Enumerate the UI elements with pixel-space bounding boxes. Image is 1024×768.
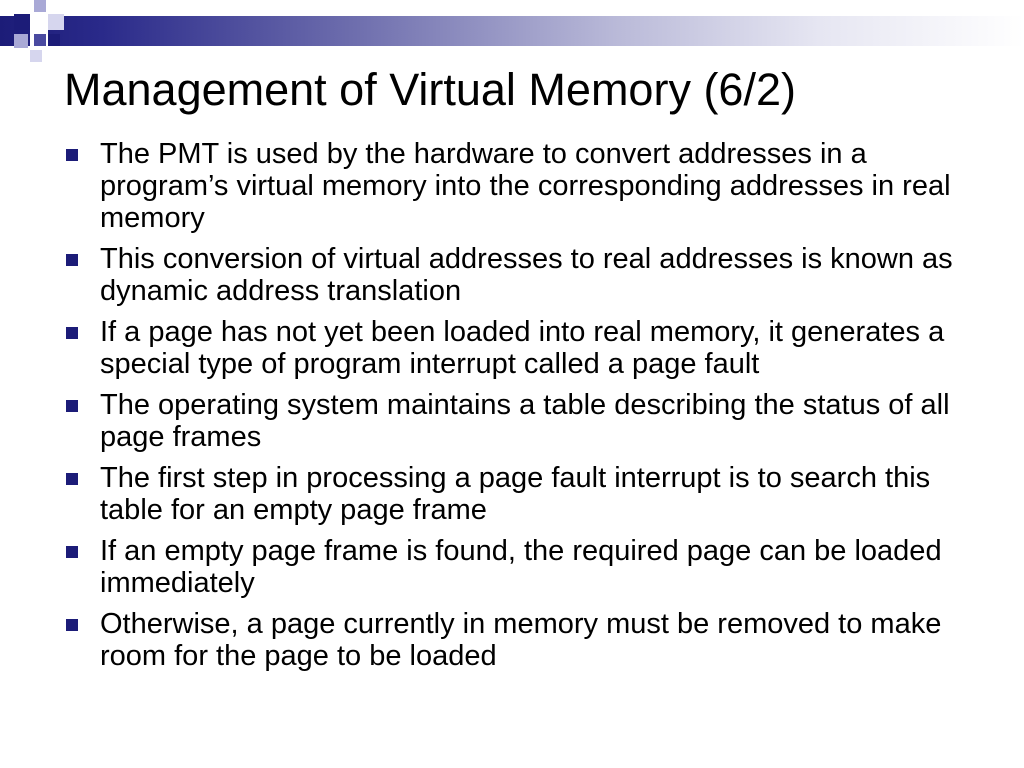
square-bullet-icon [66,327,78,339]
list-item [64,535,984,599]
slide-title: Management of Virtual Memory (6/2) [64,64,796,115]
decor-square-icon [34,0,46,12]
bullet-text: Otherwise, a page currently in memory must be removed to make room for the page to be loaded [100,608,942,672]
square-bullet-icon [66,546,78,558]
square-bullet-icon [66,400,78,412]
list-item [64,316,984,380]
bullet-text: If a page has not yet been loaded into real memory, it generates a special type of program interrupt called a page fault [100,316,945,380]
square-bullet-icon [66,254,78,266]
decor-square-icon [14,14,30,30]
bullet-text: The PMT is used by the hardware to convert addresses in a program’s virtual memory into the corresponding addresses in real memory [100,138,951,234]
decor-square-icon [14,34,28,48]
list-item [64,608,984,672]
list-item [64,389,984,453]
bullet-text: The first step in processing a page fault interrupt is to search this table for an empty page frame [100,462,931,526]
decor-square-icon [30,50,42,62]
square-bullet-icon [66,619,78,631]
square-bullet-icon [66,473,78,485]
bullet-text: The operating system maintains a table describing the status of all page frames [100,389,950,453]
bullet-text: If an empty page frame is found, the required page can be loaded immediately [100,535,942,599]
square-bullet-icon [66,149,78,161]
bullet-list [64,138,984,681]
decor-square-icon [48,34,60,46]
decor-square-icon [34,34,46,46]
decor-square-icon [48,14,64,30]
list-item [64,243,984,307]
list-item [64,462,984,526]
bullet-text: This conversion of virtual addresses to real addresses is known as dynamic address translation [100,243,953,307]
list-item [64,138,984,234]
header-gradient-bar [0,16,1024,46]
